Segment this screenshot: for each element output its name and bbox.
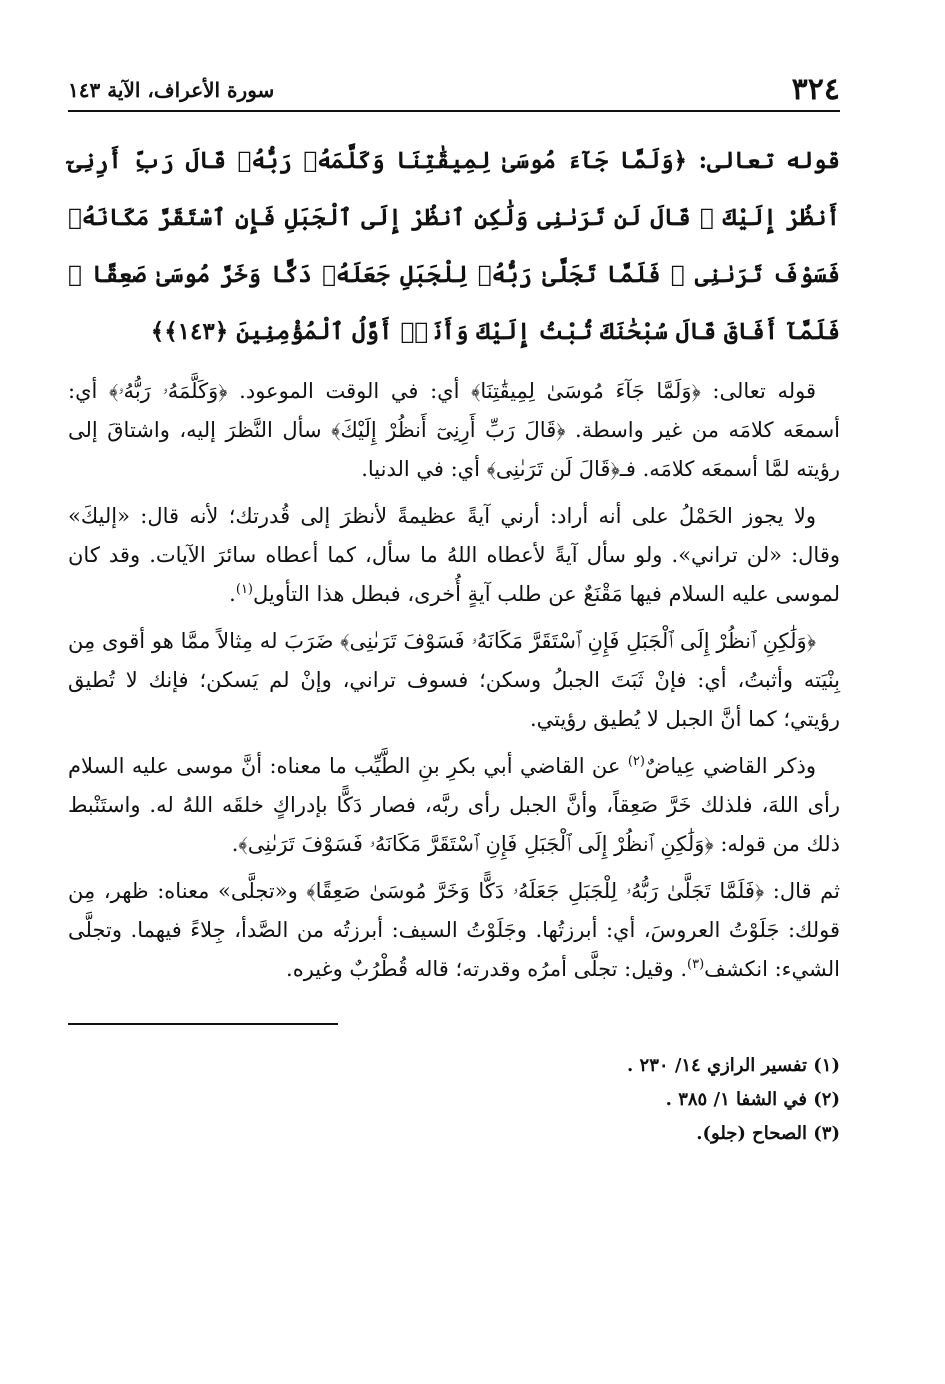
verse-lead: قوله تعالى: <box>687 147 841 174</box>
footnote-3: (٣) الصحاح (جلو). <box>696 1123 840 1144</box>
paragraph-text: ﴿وَلَٰكِنِ ٱنظُرْ إِلَى ٱلْجَبَلِ فَإِنِ ٱسْتَقَرَّ مَكَانَهُۥ فَسَوْفَ تَرَىٰنِى﴾ ضَرَبَ له مِثالاً ممَّا هو أقوى مِن بِنْيَته وأثبتُ، أي: فإنْ ثَبَتَ الجبلُ وسكن؛ فسوف تراني، وإنْ لم يَسكن؛ فإنك لا تُطيق رؤيتي؛ كما أنَّ الجبل لا يُطيق رؤيتي. <box>68 629 840 731</box>
footnote-ref-2[interactable]: (٢) <box>627 754 645 769</box>
verse-text: ﴿وَلَمَّا جَآءَ مُوسَىٰ لِمِيقَٰتِنَا وَكَلَّمَهُۥ رَبُّهُۥ قَالَ رَبِّ أَرِنِىٓ أَنظُرْ إِلَيْكَ ۚ قَالَ لَن تَرَىٰنِى وَلَٰكِنِ ٱنظُرْ إِلَى ٱلْجَبَلِ فَإِنِ ٱسْتَقَرَّ مَكَانَهُۥ فَسَوْفَ تَرَىٰنِى ۚ فَلَمَّا تَجَلَّىٰ رَبُّهُۥ لِلْجَبَلِ جَعَلَهُۥ دَكًّا وَخَرَّ مُوسَىٰ صَعِقًا ۚ فَلَمَّآ أَفَاقَ قَالَ سُبْحَٰنَكَ تُبْتُ إِلَيْكَ وَأَنَا۠ أَوَّلُ ٱلْمُؤْمِنِينَ ﴿١٤٣﴾﴾ <box>68 147 840 345</box>
paragraph-text: ولا يجوز الحَمْلُ على أنه أراد: أرني آيةً عظيمةً لأنظرَ إلى قُدرتك؛ لأنه قال: «إليكَ» وقال: «لن تراني». ولو سأل آيةً لأعطاه اللهُ ما سأل، كما أعطاه سائرَ الآيات. وقد كان لموسى عليه السلام فيها مَقْنَعٌ عن طلب آيةٍ أُخرى، فبطل هذا التأويل <box>68 504 840 606</box>
footnote-2: (٢) في الشفا ١/ ٣٨٥ . <box>665 1089 840 1110</box>
commentary-paragraph-4 <box>68 747 840 864</box>
paragraph-tail: . <box>229 582 236 606</box>
commentary-paragraph-5 <box>68 872 840 989</box>
paragraph-text: قوله تعالى: ﴿وَلَمَّا جَآءَ مُوسَىٰ لِمِيقَٰتِنَا﴾ أي: في الوقت الموعود. ﴿وَكَلَّمَهُۥ رَبُّهُۥ﴾ أي: أسمعَه كلامَه من غير واسطة. ﴿قَالَ رَبِّ أَرِنِىٓ أَنظُرْ إِلَيْكَ﴾ سأل النَّظرَ إليه، واشتاقَ إلى رؤيته لمَّا أسمعَه كلامَه. فـ﴿قَالَ لَن تَرَىٰنِى﴾ أي: في الدنيا. <box>68 379 840 481</box>
commentary-paragraph-3 <box>68 622 840 739</box>
running-title: سورة الأعراف، الآية ١٤٣ <box>68 78 275 102</box>
commentary-paragraph-2 <box>68 497 840 614</box>
footnotes <box>68 1049 840 1151</box>
footnote-1: (١) تفسير الرازي ١٤/ ٢٣٠ . <box>626 1055 840 1076</box>
page-number: ٣٢٤ <box>791 72 840 107</box>
paragraph-text: وذكر القاضي عِياضٌ <box>644 754 817 778</box>
paragraph-text: ثم قال: ﴿فَلَمَّا تَجَلَّىٰ رَبُّهُۥ لِلْجَبَلِ جَعَلَهُۥ دَكًّا وَخَرَّ مُوسَىٰ صَعِقًا﴾ و«تجلَّى» معناه: ظهر، مِن قولك: جَلَوْتُ العروسَ، أي: أبرزتُها. وجَلَوْتُ السيف: أبرزتُه من الصَّدأ، جِلاءً فيهما. وتجلَّى الشيء: انكشف <box>68 879 840 981</box>
paragraph-text-cont: عن القاضي أبي بكرِ بنِ الطَّيِّب ما معناه: أنَّ موسى عليه السلام رأى اللهَ، فلذلك خَرَّ صَعِقاً، وأنَّ الجبل رأى ربَّه، فصار دَكًّا بإدراكٍ خلقَه اللهُ له. واستَنْبط ذلك من قوله: ﴿وَلَٰكِنِ ٱنظُرْ إِلَى ٱلْجَبَلِ فَإِنِ ٱسْتَقَرَّ مَكَانَهُۥ فَسَوْفَ تَرَىٰنِى﴾. <box>68 754 840 856</box>
page-header <box>68 70 840 112</box>
footnote-divider-wrap <box>68 995 840 1025</box>
footnote-ref-1[interactable]: (١) <box>235 582 253 597</box>
paragraph-text-cont: . وقيل: تجلَّى أمرُه وقدرته؛ قاله قُطْرُبٌ وغيره. <box>286 957 688 981</box>
footnote-ref-3[interactable]: (٣) <box>687 957 705 972</box>
verse-block <box>68 132 840 360</box>
commentary-paragraph-1 <box>68 372 840 489</box>
page <box>68 70 840 1151</box>
footnote-divider <box>68 1023 338 1025</box>
